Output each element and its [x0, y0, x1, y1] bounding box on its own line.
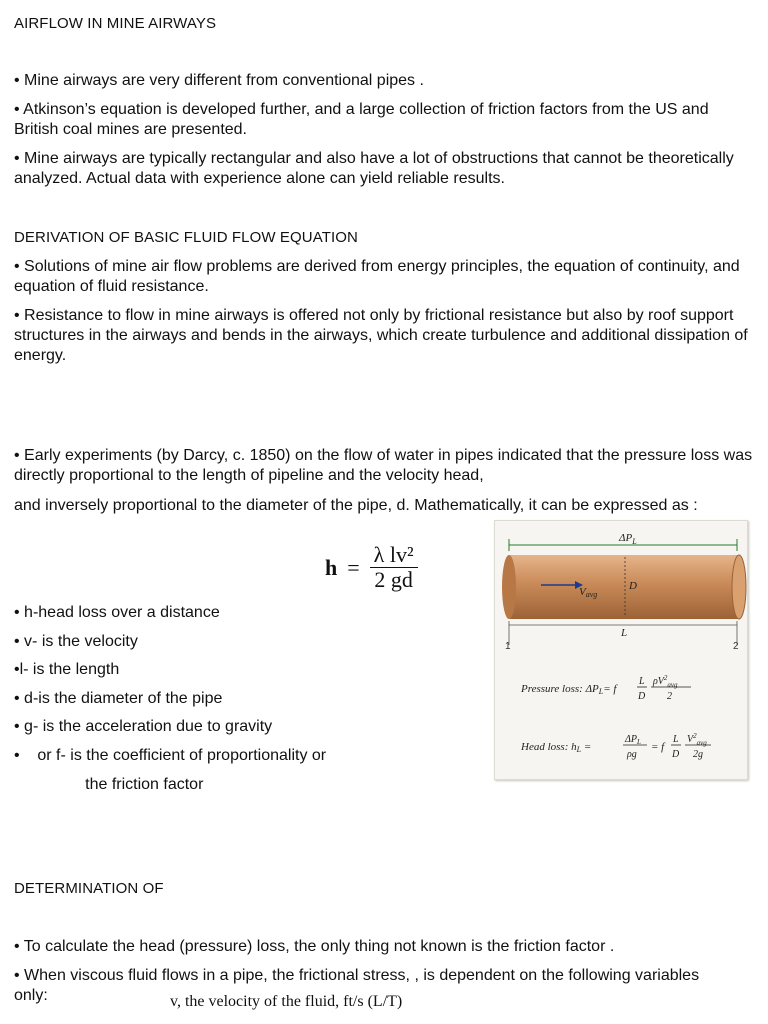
definition-item: • v- is the velocity: [14, 632, 138, 650]
pipe-flow-figure: [494, 520, 748, 780]
svg-text:2g: 2g: [693, 749, 703, 760]
darcy-paragraph-2: and inversely proportional to the diameter of the pipe, d. Mathematically, it can be expressed as :: [14, 497, 698, 514]
definition-item: • g- is the acceleration due to gravity: [14, 718, 273, 736]
section-heading-derivation: DERIVATION OF BASIC FLUID FLOW EQUATION: [14, 229, 358, 246]
svg-text:D: D: [638, 691, 646, 702]
svg-text:Pressure loss: ΔPL= f: Pressure loss: ΔPL= f: [521, 683, 617, 696]
darcy-paragraph-1: • Early experiments (by Darcy, c. 1850) on the flow of water in pipes indicated that the pressure loss was directly proportional to the length of pipeline and the velocity head,: [14, 447, 753, 484]
section-heading-airflow: AIRFLOW IN MINE AIRWAYS: [14, 15, 217, 32]
darcy-formula: [325, 542, 418, 592]
head-loss-equation: [520, 732, 711, 760]
svg-text:D: D: [672, 749, 680, 760]
bullet-energy-principles: • Solutions of mine air flow problems are derived from energy principles, the equation of continuity, and equation of fluid resistance.: [14, 258, 740, 295]
bullet-calculate-head-loss: • To calculate the head (pressure) loss, the only thing not known is the friction factor .: [14, 938, 615, 955]
length-label: L: [621, 627, 628, 639]
pipe-outlet: [732, 555, 746, 619]
svg-text:Head loss: hL =: Head loss: hL =: [521, 741, 592, 754]
svg-text:L: L: [639, 676, 645, 687]
definition-item: •l- is the length: [14, 661, 120, 679]
delta-p-label: $\Delta P_L$: [619, 532, 637, 546]
pipe-body: [509, 555, 739, 619]
bullet-rectangular-airways: • Mine airways are typically rectangular and also have a lot of obstructions that cannot be theoretically analyzed. Actual data with experience alone can yield reliable results.: [14, 150, 734, 187]
bullet-resistance-to-flow: • Resistance to flow in mine airways is offered not only by frictional resistance but also by roof support structures in the airways and bends in the airways, which create turbulence and additional dissipation of energy.: [14, 307, 748, 364]
pressure-loss-equation: [520, 674, 691, 702]
diameter-label: D: [629, 580, 637, 592]
definition-item: • or f- is the coefficient of proportionality or: [14, 746, 327, 764]
formula-lhs: h: [325, 554, 338, 580]
svg-text:L: L: [673, 734, 679, 745]
definition-item: • h-head loss over a distance: [14, 604, 220, 621]
svg-text:V2avg: $V^2_{avg}$: [687, 732, 707, 747]
formula-equals: =: [347, 554, 360, 580]
svg-text:ρV2avg: $\rho V^2_{avg}$: [653, 674, 678, 689]
pipe-diagram: [495, 521, 747, 779]
velocity-label: Vavg: [579, 586, 598, 599]
formula-denominator: 2 gd: [374, 567, 413, 592]
bullet-atkinson-equation: • Atkinson’s equation is developed further, and a large collection of friction factors from the US and British coal mines are presented.: [14, 101, 709, 138]
definition-item: the friction factor: [14, 775, 204, 793]
station-1-label: 1: [505, 641, 511, 652]
pipe-inlet: [502, 555, 516, 619]
formula-numerator: λ lv²: [370, 545, 418, 568]
section-heading-determination: DETERMINATION OF: [14, 880, 164, 897]
svg-text:ΔPL: $\Delta P_L$: [625, 734, 641, 746]
formula-fraction: [370, 542, 418, 592]
bullet-mine-airways-different: • Mine airways are very different from conventional pipes .: [14, 72, 424, 89]
station-2-label: 2: [733, 641, 739, 652]
definition-item: • d-is the diameter of the pipe: [14, 689, 223, 707]
bullet-viscous-fluid: • When viscous fluid flows in a pipe, the frictional stress, , is dependent on the following variables only:: [14, 967, 700, 1004]
variable-velocity: v, the velocity of the fluid, ft/s (L/T): [170, 993, 403, 1010]
svg-text:= f: = f: [651, 741, 665, 753]
variable-definitions: [14, 603, 414, 803]
svg-text:ρg: ρg: [627, 749, 637, 760]
svg-text:2: 2: [667, 691, 672, 702]
